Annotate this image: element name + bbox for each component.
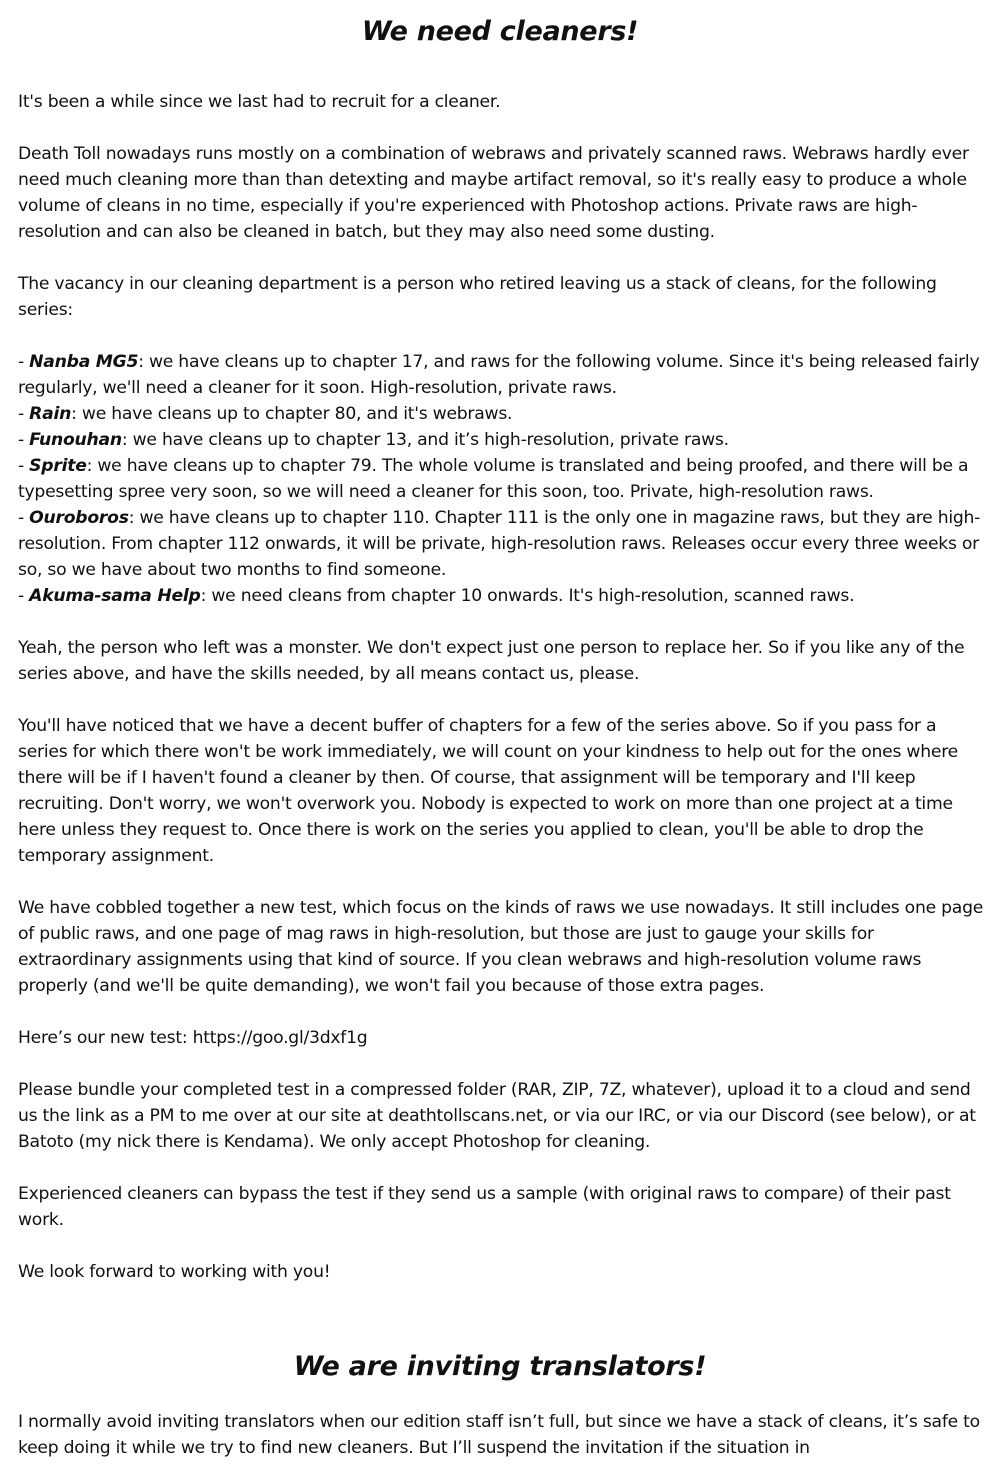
experienced-paragraph: Experienced cleaners can bypass the test if they send us a sample (with original raws to compare) of their past work. xyxy=(18,1184,951,1230)
series-name: Sprite xyxy=(29,456,87,476)
translators-heading: We are inviting translators! xyxy=(293,1351,707,1382)
series-item: - Akuma-sama Help: we need cleans from chapter 10 onwards. It's high-resolution, scanned raws. xyxy=(18,586,855,606)
series-item: - Nanba MG5: we have cleans up to chapter 17, and raws for the following volume. Since it's being released fairly regularly, we'll need a cleaner for it soon. High-resolution, private raws. xyxy=(18,352,980,398)
series-name: Nanba MG5 xyxy=(29,352,139,372)
series-name: Ouroboros xyxy=(29,508,129,528)
monster-paragraph: Yeah, the person who left was a monster. We don't expect just one person to replace her. So if you like any of the series above, and have the skills needed, by all means contact us, please. xyxy=(18,638,965,684)
translators-paragraph: I normally avoid inviting translators when our edition staff isn’t full, but since we have a stack of cleans, it’s safe to keep doing it while we try to find new cleaners. But I’ll suspend the invitation if the situation in xyxy=(18,1412,980,1458)
series-item: - Funouhan: we have cleans up to chapter 13, and it’s high-resolution, private raws. xyxy=(18,430,729,450)
series-item: - Ouroboros: we have cleans up to chapter 110. Chapter 111 is the only one in magazine raws, but they are high-resolution. From chapter 112 onwards, it will be private, high-resolution raws. Releases occur every three weeks or so, so we have about two months to find someone. xyxy=(18,508,981,580)
series-item: - Sprite: we have cleans up to chapter 79. The whole volume is translated and being proofed, and there will be a typesetting spree very soon, so we will need a cleaner for this soon, too. Private, high-resolution raws. xyxy=(18,456,969,502)
cleaners-section xyxy=(18,89,990,1311)
test-description-paragraph: We have cobbled together a new test, which focus on the kinds of raws we use nowadays. It still includes one page of public raws, and one page of mag raws in high-resolution, but those are just to gauge your skills for extraordinary assignments using that kind of source. If you clean webraws and high-resolution volume raws properly (and we'll be quite demanding), we won't fail you because of those extra pages. xyxy=(18,898,984,996)
series-name: Funouhan xyxy=(29,430,122,450)
series-list xyxy=(18,349,990,609)
cleaners-heading: We need cleaners! xyxy=(361,16,639,47)
closing-paragraph: We look forward to working with you! xyxy=(18,1262,331,1282)
series-name: Akuma-sama Help xyxy=(29,586,201,606)
intro-paragraph: It's been a while since we last had to recruit for a cleaner. xyxy=(18,92,501,112)
submission-paragraph: Please bundle your completed test in a compressed folder (RAR, ZIP, 7Z, whatever), upload it to a cloud and send us the link as a PM to me over at our site at deathtollscans.net, or via our IRC, or via our Discord (see below), or at Batoto (my nick there is Kendama). We only accept Photoshop for cleaning. xyxy=(18,1080,976,1152)
raws-paragraph: Death Toll nowadays runs mostly on a combination of webraws and privately scanned raws. Webraws hardly ever need much cleaning more than than detexting and maybe artifact removal, so it's really easy to produce a whole volume of cleans in no time, especially if you're experienced with Photoshop actions. Private raws are high-resolution and can also be cleaned in batch, but they may also need some dusting. xyxy=(18,144,969,242)
series-name: Rain xyxy=(29,404,72,424)
test-link-paragraph: Here’s our new test: https://goo.gl/3dxf1g xyxy=(18,1028,368,1048)
series-item: - Rain: we have cleans up to chapter 80, and it's webraws. xyxy=(18,404,513,424)
translators-section xyxy=(18,1409,990,1466)
buffer-paragraph: You'll have noticed that we have a decent buffer of chapters for a few of the series above. So if you pass for a series for which there won't be work immediately, we will count on your kindness to help out for the ones where there will be if I haven't found a cleaner by then. Of course, that assignment will be temporary and I'll keep recruiting. Don't worry, we won't overwork you. Nobody is expected to work on more than one project at a time here unless they request to. Once there is work on the series you applied to clean, you'll be able to drop the temporary assignment. xyxy=(18,716,958,866)
vacancy-paragraph: The vacancy in our cleaning department is a person who retired leaving us a stack of cleans, for the following series: xyxy=(18,274,937,320)
